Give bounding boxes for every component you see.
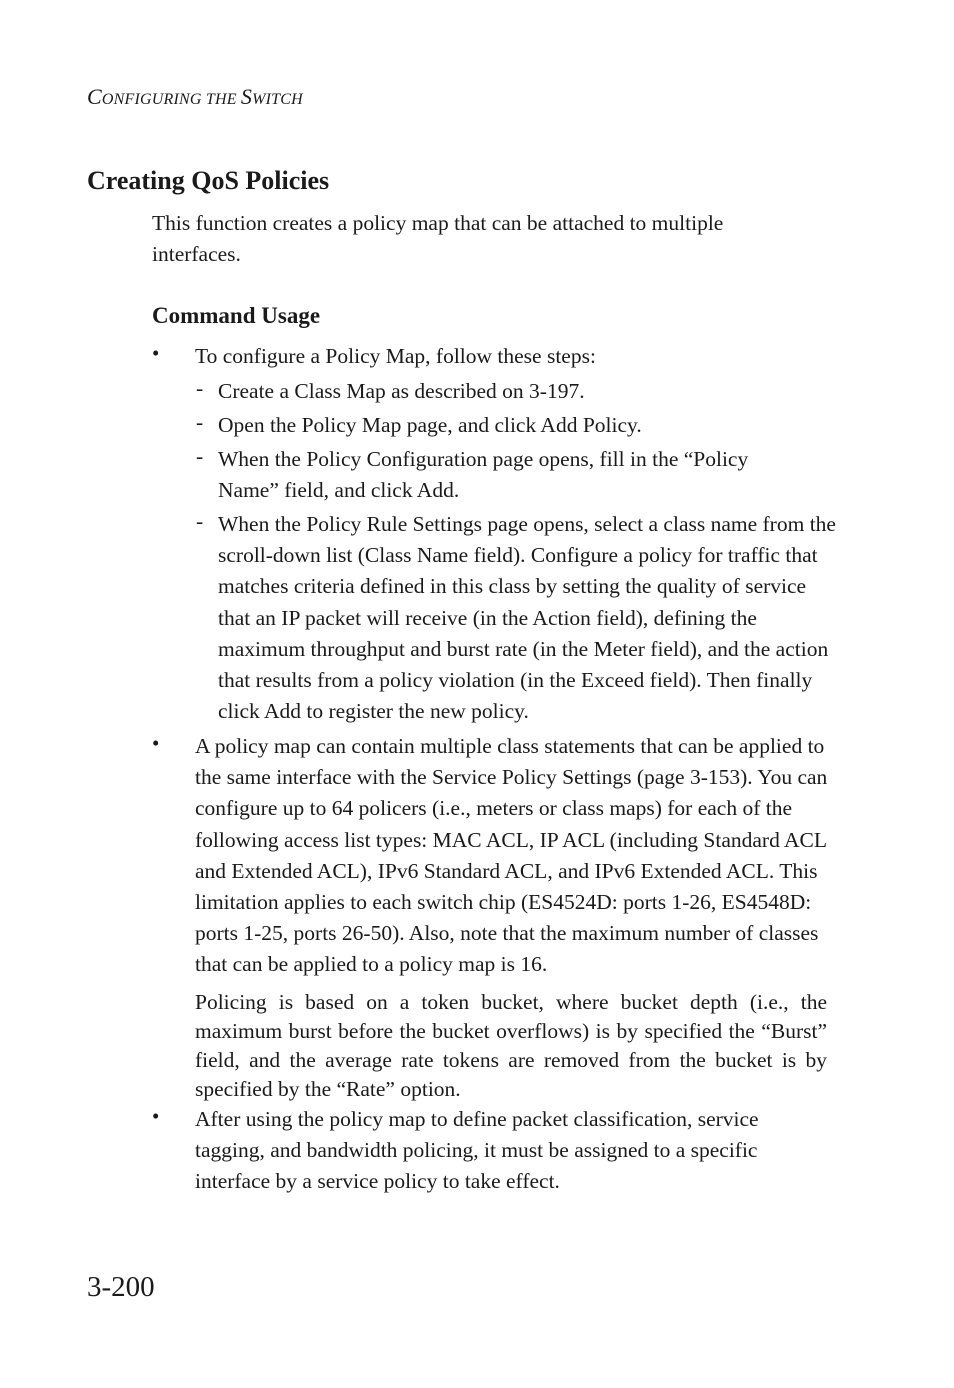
policing-note: Policing is based on a token bucket, where bucket depth (i.e., the maximum burst before the bucket overflows) is by specified the “Burst” field, and the average rate tokens are removed from the bucket is by specified by the “Rate” option. [195,990,827,1101]
step-policy-rule-settings: When the Policy Rule Settings page opens, select a class name from the scroll-down list (Class Name field). Configure a policy for traffic that matches criteria defined in this class by setting the quality of service that an IP packet will receive (in the Action field), defining the maximum throughput and burst rate (in the Meter field), and the action that results from a policy violation (in the Exceed field). Then finally click Add to register the new policy. [218,512,836,724]
running-head-s: S [240,84,253,109]
bullet-item-policy-map-classes: A policy map can contain multiple class statements that can be applied to the same interface with the Service Policy Settings (page 3-153). You can configure up to 64 policers (i.e., meters or class maps) for each of the following access list types: MAC ACL, IP ACL (including Standard ACL and Extended ACL), IPv6 Standard ACL, and IPv6 Extended ACL. This limitation applies to each switch chip (ES4524D: ports 1-26, ES4548D: ports 1-25, ports 26-50). Also, note that the maximum number of classes that can be applied to a policy map is 16. [195,734,828,977]
step-policy-configuration: When the Policy Configuration page opens, fill in the “Policy Name” field, and click Add. [218,447,749,503]
running-head [87,84,303,110]
step-create-class-map: Create a Class Map as described on 3-197. [218,379,585,403]
section-title: Creating QoS Policies [87,166,330,195]
page-number: 3-200 [87,1271,155,1303]
step-open-policy-map: Open the Policy Map page, and click Add Policy. [218,413,642,437]
running-head-witch: WITCH [252,91,303,108]
bullet-marker: • [152,1104,160,1128]
dash-marker: - [196,444,204,468]
bullet-item-configure-policy-map: To configure a Policy Map, follow these steps: [195,344,596,368]
bullet-marker: • [152,341,160,365]
bullet-marker: • [152,731,160,755]
command-usage-heading: Command Usage [152,303,321,328]
bullet-item-assign-policy: After using the policy map to define packet classification, service tagging, and bandwidth policing, it must be assigned to a specific interface by a service policy to take effect. [195,1107,759,1194]
dash-marker: - [196,376,204,400]
dash-marker: - [196,509,204,533]
running-head-c: C [87,84,102,109]
section-intro: This function creates a policy map that can be attached to multiple interfaces. [152,211,724,266]
dash-marker: - [196,410,204,434]
running-head-onfiguring-the: ONFIGURING THE [101,91,241,108]
